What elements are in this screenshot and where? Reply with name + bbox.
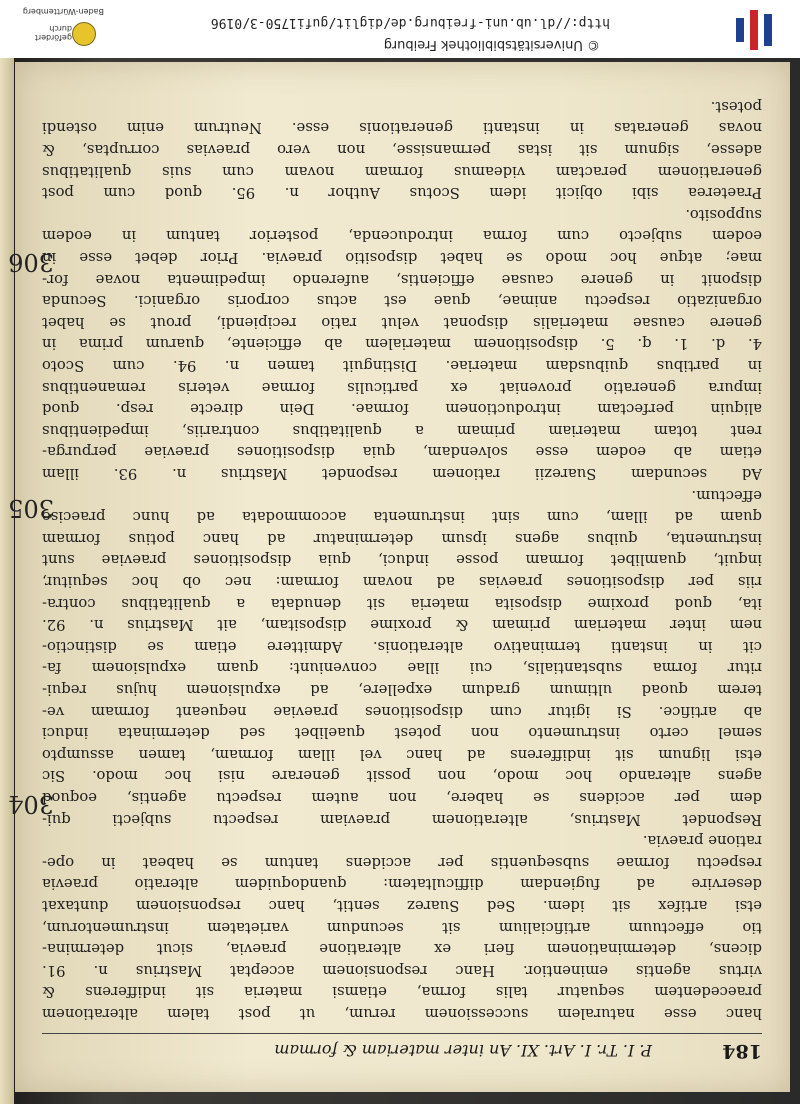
book-spread	[0, 58, 800, 1104]
text-line: ita, quod proxime disposita materia sit denudata a qualitatibus contra-	[42, 594, 762, 612]
adjacent-page-edge	[0, 58, 14, 1104]
running-head: P. I. Tr. I. Art. XI. An inter materiam & formam	[274, 1041, 652, 1060]
text-line: ratione praevia.	[642, 832, 762, 850]
text-line: rent totam materiam primam a qualitatibus contrariis, impedientibus	[42, 421, 762, 439]
text-line: 4. d. 1. q. 5. dispositionem materialem ab efficiente, quarum prima in	[42, 335, 762, 353]
text-line: supposito.	[685, 205, 762, 223]
text-line: adesse, signum sit istas permansisse, non vero praevias corruptas, &	[42, 141, 762, 158]
text-line: aliquin perfectam introductionem formae. Dein directe resp. quod	[42, 400, 762, 418]
funding-line-2: Baden-Württemberg	[22, 7, 104, 16]
text-line: agens alterando hoc modo, non possit generare nisi hoc modo. Sic	[42, 767, 762, 785]
text-line: potest.	[710, 97, 762, 115]
page-number: 184	[722, 1040, 762, 1062]
text-line: semel certo instrumento non potest quaelibet sed determinata induci	[42, 724, 762, 742]
text-line: genere causae materialis disponat velut ratio recipiendi, prout se habet	[42, 313, 762, 331]
margin-number: 304	[8, 790, 54, 818]
margin-number: 305	[8, 494, 54, 522]
text-line: nem inter materiam primam & proxime dispositam, ait Mastrius n. 92.	[42, 616, 762, 634]
text-line: quam ad illam, cum sint instrumenta accommodata ad hunc praecise	[42, 508, 762, 526]
text-line: praecedentem sequatur talis forma, etiamsi materia sit indifferens &	[42, 983, 762, 1001]
text-line: etiam ab eodem esse solvendam, quia dispositiones praeviae perpurga-	[42, 443, 762, 461]
text-line: ritur forma substantialis, cui illae conveniunt: quam expulsionem fa-	[42, 659, 762, 677]
text-line: respectu formae subsequentis per accidens tantum se habeat in ope-	[42, 853, 762, 871]
document-url[interactable]: http://dl.ub.uni-freiburg.de/diglit/gufi1750-3/0196	[210, 15, 610, 30]
text-line: mae; atque hoc modo se habet dispositio praevia. Prior debet esse in	[42, 249, 762, 266]
text-line: eodem subjecto cum forma introducenda, posterior tantum in eodem	[42, 227, 762, 245]
text-line: dicens, determinationem fieri ex alteratione praevia, sicut determina-	[42, 940, 762, 958]
text-line: instrumenta, quibus agens ipsum determinatur ad hanc potius formam	[42, 529, 762, 547]
margin-number: 306	[8, 248, 54, 276]
text-line: ab artifice. Si igitur cum dispositiones praeviae nequeant formam ve-	[42, 702, 762, 720]
text-line: etsi lignum sit indifferens ad hanc vel illam formam, tamen assumpto	[42, 745, 762, 763]
funding-line-1: gefördert durch	[34, 24, 72, 42]
text-line: etsi artifex sit idem. Sed Suarez sentit, hanc responsionem duntaxat	[42, 897, 762, 914]
text-line: hanc esse naturalem successionem rerum, ut post talem alterationem	[42, 1005, 762, 1022]
text-line: terem quoad ultimum gradum expellere, ad expulsionem hujus requi-	[42, 681, 762, 698]
text-line: inquit, quamlibet formam posse induci, quia dispositiones praeviae sunt	[42, 551, 762, 569]
text-line: dem per accidens se habere, non autem respectu agentis, eoquod	[42, 789, 762, 806]
text-line: disponit in genere causae efficientis, auferendo impedimenta novae for-	[42, 270, 762, 288]
viewer-banner	[0, 0, 800, 58]
text-line: novas generatas in instanti generationis esse. Neutrum enim ostendi	[42, 119, 762, 137]
text-line: in partibus quibusdam materiae. Distinguit tamen n. 94. cum Scoto	[42, 357, 762, 374]
text-line: virtus agentis eminentior. Hanc responsionem acceptat Mastrius n. 91.	[42, 961, 762, 979]
text-line: tio effectuum artificialium sit secundum varietatem instrumentorum,	[42, 918, 762, 936]
ub-freiburg-logo-icon[interactable]	[732, 10, 772, 50]
text-line: effectum.	[691, 486, 762, 504]
text-line: deservire ad fugiendam difficultatem: quandoquidem alteratio praevia	[42, 875, 762, 893]
text-line: riis per dispositiones praevias ad novam formam: nec ob hoc sequitur,	[42, 573, 762, 590]
text-line: impura generatio proveniat ex particulis formae veteris remanentibus	[42, 378, 762, 396]
funding-credit	[10, 4, 110, 54]
text-line: Praeterea sibi objicit idem Scotus Author n. 95. quod cum post	[42, 184, 762, 202]
book-page	[8, 62, 790, 1092]
page-header	[42, 1033, 762, 1064]
text-line: cit in instanti terminativo alterationis. Admittere etiam se distinctio-	[42, 637, 762, 655]
text-line: Respondet Mastrius, alterationem praeviam respectu subjecti qui-	[42, 810, 762, 828]
text-line: Ad secundam Suarezii rationem respondet Mastrius n. 93. illam	[42, 465, 762, 482]
text-line: generationem peractam videamus formam novam cum suis qualitatibus	[42, 162, 762, 180]
copyright-notice: © Universitätsbibliothek Freiburg	[383, 37, 600, 52]
state-seal-icon	[72, 22, 96, 46]
text-line: organizatio respectu animae, quae est actus corporis organici. Secunda	[42, 292, 762, 310]
